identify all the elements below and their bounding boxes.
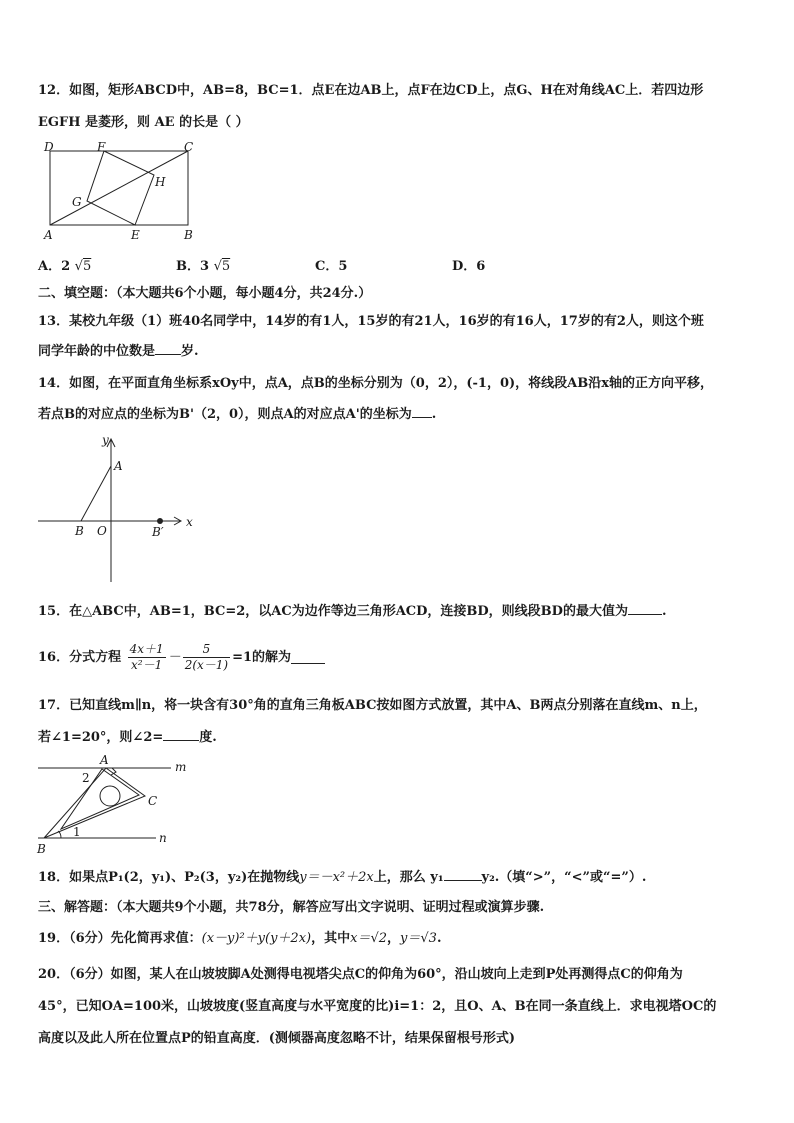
q15-text-end: . [661, 604, 667, 619]
q18-text-line [38, 868, 646, 887]
q14-label-A: A [114, 459, 123, 473]
q20-text-line3: 高度以及此人所在位置点P的铅直高度．(测倾器高度忽略不计，结果保留根号形式) [38, 1031, 516, 1046]
q16-fraction-2-denominator: 2(x－1) [184, 658, 229, 672]
q13-text-end: 岁. [181, 344, 199, 359]
q12-label-F: F [97, 140, 106, 154]
q18-prefix: 18．如果点P₁(2，y₁)、P₂(3，y₂)在抛物线 [38, 870, 300, 885]
q12-label-E: E [131, 228, 140, 242]
q12-text-line1: 12．如图，矩形ABCD中，AB=8，BC=1．点E在边AB上，点F在边CD上，点G、H在对角线AC上．若四边形 [38, 83, 704, 98]
q12-option-b-radicand: 5 [221, 259, 231, 274]
q17-text-end: 度. [199, 730, 217, 745]
q17-label-1: 1 [73, 825, 81, 839]
q17-label-B: B [37, 842, 46, 856]
q17-label-2: 2 [82, 771, 90, 785]
q14-label-O: O [97, 524, 107, 538]
section3-heading: 三、解答题：（本大题共9个小题，共78分，解答应写出文字说明、证明过程或演算步骤. [38, 900, 545, 915]
q17-parallel-lines-figure [36, 754, 201, 856]
q14-answer-blank[interactable] [412, 405, 432, 418]
q12-text-line2: EGFH 是菱形，则 AE 的长是（ ） [38, 115, 249, 130]
q20-text-line1: 20．（6分）如图，某人在山坡坡脚A处测得电视塔尖点C的仰角为60°，沿山坡向上走到P处再测得点C的仰角为 [38, 967, 683, 982]
q18-mid: 上，那么 y₁ [373, 870, 444, 885]
q12-option-a-label: A．2 [38, 259, 71, 274]
q18-expression: y＝－x²＋2x [299, 870, 374, 885]
q14-text: 若点B的对应点的坐标为B'（2，0），则点A的对应点A'的坐标为 [38, 407, 412, 422]
q16-fraction-1 [128, 642, 166, 673]
q19-text-line [38, 930, 441, 948]
q13-text-line1: 13．某校九年级（1）班40名同学中，14岁的有1人，15岁的有21人，16岁的有16人，17岁的有2人，则这个班 [38, 314, 704, 329]
q13-text-line2 [38, 342, 199, 361]
q14-coordinate-figure [36, 432, 206, 587]
q12-option-b-label: B．3 [176, 259, 210, 274]
q12-option-a[interactable]: A．2 √5 [38, 259, 92, 274]
q14-text-line1: 14．如图，在平面直角坐标系xOy中，点A，点B的坐标分别为（0，2），(-1，0)，将线段AB沿x轴的正方向平移， [38, 376, 713, 391]
q17-label-n: n [159, 831, 167, 845]
q12-label-G: G [72, 195, 82, 209]
q16-fraction-2 [183, 642, 230, 673]
q17-label-C: C [148, 794, 158, 808]
q12-option-d[interactable]: D．6 [452, 259, 486, 274]
q20-text-line2: 45°，已知OA=100米，山坡坡度(竖直高度与水平宽度的比)i=1：2，且O、A、B在同一条直线上．求电视塔OC的 [38, 999, 717, 1014]
q16-fraction-2-numerator: 5 [183, 642, 230, 658]
q16-suffix: =1的解为 [232, 650, 292, 665]
q14-text-line2 [38, 405, 436, 424]
q14-label-Bprime: B′ [152, 525, 164, 539]
q14-label-B: B [75, 524, 84, 538]
q17-answer-blank[interactable] [163, 728, 199, 741]
q17-text: 若∠1=20°，则∠2= [38, 730, 164, 745]
q15-text: 15．在△ABC中，AB=1，BC=2，以AC为边作等边三角形ACD，连接BD，则线段BD的最大值为 [38, 604, 628, 619]
q18-end: y₂.（填“>”，“<”或“=”）. [481, 870, 647, 885]
q12-option-a-radicand: 5 [82, 259, 92, 274]
q12-label-D: D [44, 140, 54, 154]
q19-y-value: y＝√3 [400, 931, 437, 946]
q16-answer-blank[interactable] [291, 651, 325, 664]
q17-text-line1: 17．已知直线m∥n，将一块含有30°角的直角三角板ABC按如图方式放置，其中A、B两点分别落在直线m、n上， [38, 698, 707, 713]
q19-x-value: x＝√2 [350, 931, 388, 946]
q16-fraction-1-denominator: x²－1 [131, 658, 163, 672]
q17-label-A: A [100, 754, 109, 767]
q12-label-A: A [44, 228, 53, 242]
q15-answer-blank[interactable] [628, 602, 662, 615]
section2-heading: 二、填空题：（本大题共6个小题，每小题4分，共24分.） [38, 286, 372, 301]
q14-label-x: x [186, 515, 193, 529]
q14-label-y: y [102, 433, 109, 447]
q19-prefix: 19．（6分）先化简再求值： [38, 931, 202, 946]
q16-prefix: 16．分式方程 [38, 650, 122, 665]
q17-text-line2 [38, 728, 217, 747]
q12-option-c[interactable]: C．5 [315, 259, 348, 274]
q19-sep: ， [387, 931, 401, 946]
q12-rectangle-figure [38, 138, 198, 244]
q17-label-m: m [175, 760, 187, 774]
q13-answer-blank[interactable] [155, 342, 181, 355]
q19-end: . [436, 931, 442, 946]
q12-label-C: C [184, 140, 194, 154]
q14-text-end: . [431, 407, 437, 422]
q16-fraction-1-numerator: 4x＋1 [129, 642, 164, 656]
q12-option-b[interactable]: B．3 √5 [176, 259, 231, 274]
q19-expression: (x－y)²＋y(y＋2x) [201, 931, 312, 946]
q18-answer-blank[interactable] [444, 868, 482, 881]
q12-label-H: H [155, 175, 166, 189]
q19-mid: ，其中 [311, 931, 351, 946]
q12-label-B: B [184, 228, 193, 242]
q16-text-line [38, 640, 325, 676]
q16-minus: － [167, 650, 181, 665]
q13-text: 同学年龄的中位数是 [38, 344, 156, 359]
q15-text-line [38, 602, 666, 621]
